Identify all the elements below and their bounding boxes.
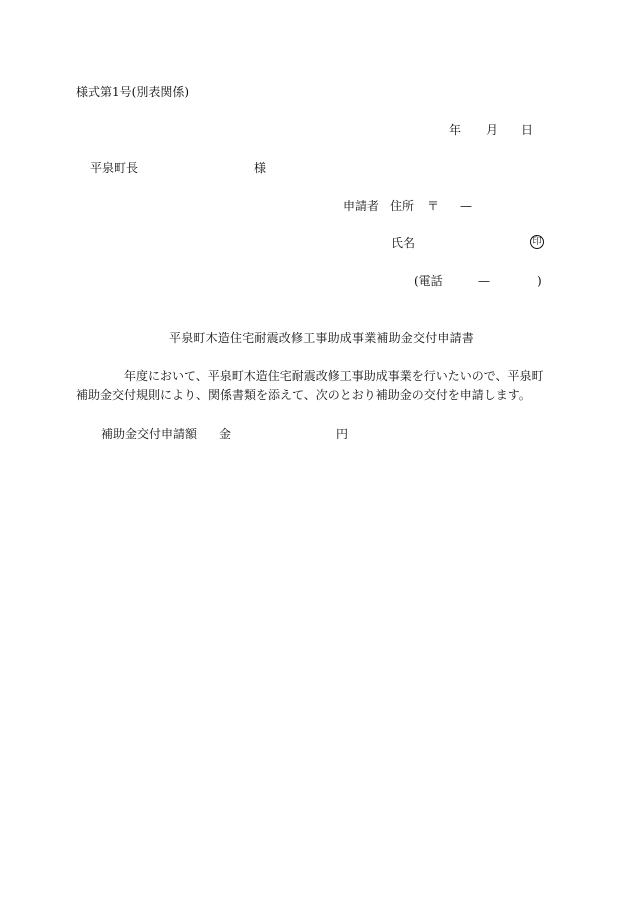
amount-currency-prefix: 金	[219, 427, 232, 441]
seal-icon: 印	[530, 235, 544, 249]
address-label: 住所	[390, 199, 415, 213]
date-month-label: 月	[486, 123, 499, 137]
date-year-label: 年	[449, 123, 462, 137]
postal-mark-icon: 〒	[427, 199, 440, 213]
postal-code-dash: —	[460, 199, 472, 213]
amount-label: 補助金交付申請額	[101, 427, 198, 441]
amount-currency-unit: 円	[336, 427, 349, 441]
applicant-label: 申請者	[343, 199, 380, 213]
body-text-line-2: 補助金交付規則により、関係書類を添えて、次のとおり補助金の交付を申請します。	[76, 388, 531, 402]
phone-dash: —	[478, 274, 490, 288]
body-text-line-1: 年度において、平泉町木造住宅耐震改修工事助成事業を行いたいので、平泉町	[124, 369, 544, 383]
phone-close-paren: )	[537, 274, 542, 288]
addressee-honorific: 様	[254, 161, 267, 175]
form-number: 様式第1号(別表関係)	[76, 85, 189, 99]
phone-label: (電話	[414, 274, 443, 288]
name-label: 氏名	[391, 236, 416, 250]
document-title: 平泉町木造住宅耐震改修工事助成事業補助金交付申請書	[169, 331, 475, 345]
addressee-name: 平泉町長	[90, 161, 139, 175]
date-day-label: 日	[521, 123, 534, 137]
